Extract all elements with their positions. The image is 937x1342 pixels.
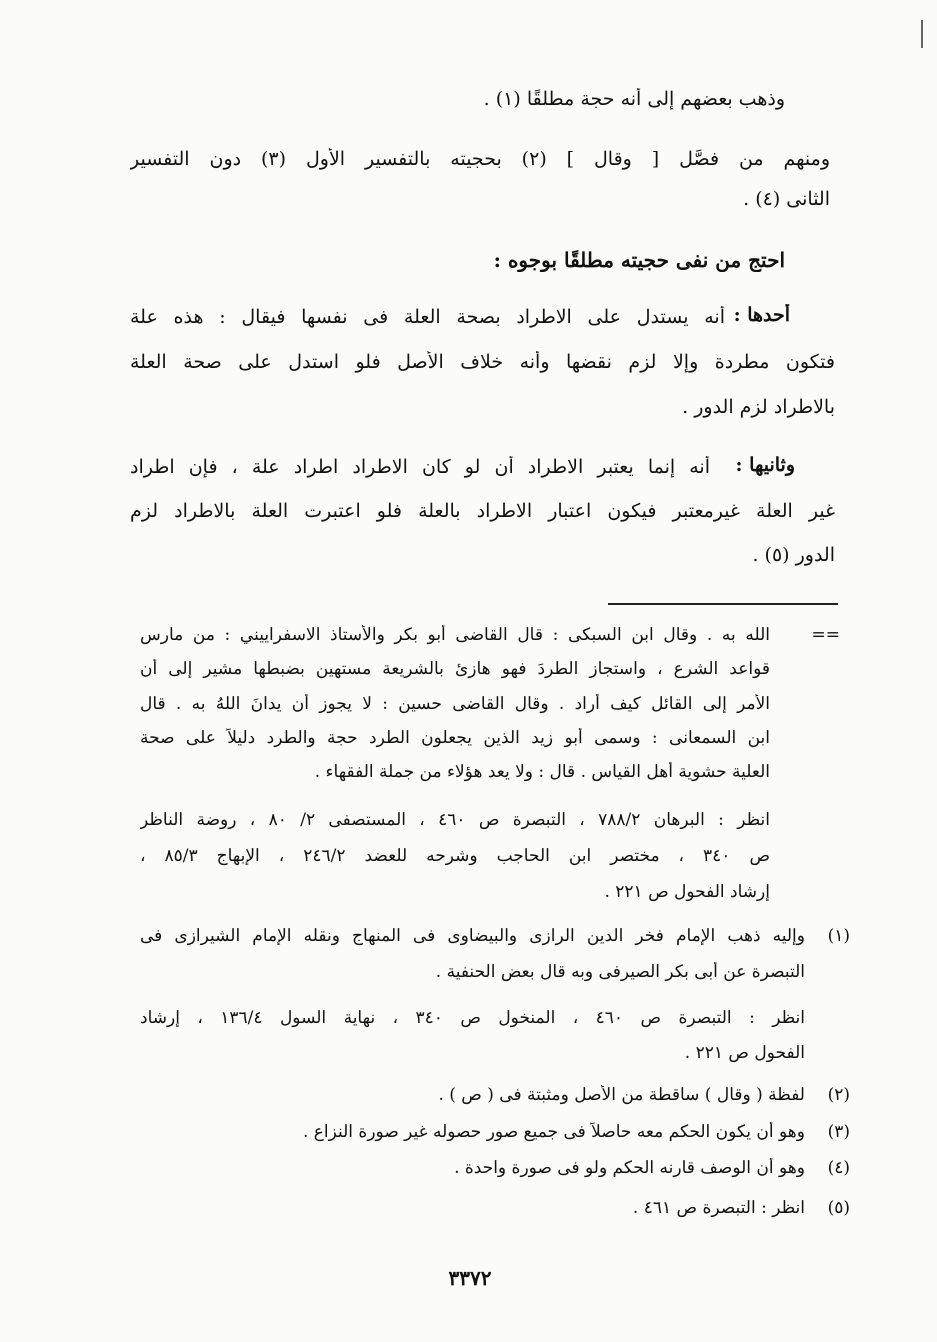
footnote-cont-line-3: الأمر إلى القائل كيف أراد . وقال القاضى حسين : لا يجوز أن يدانَ اللهُ به . قال xyxy=(140,694,770,714)
footnote-4-number: (٤) xyxy=(827,1158,850,1178)
para1-line-2: فتكون مطردة وإلا لزم نقضها وأنه خلاف الأصل فلو استدل على صحة العلة xyxy=(130,351,835,373)
section-heading: احتج من نفى حجيته مطلقًا بوجوه : xyxy=(493,248,785,272)
para2-line-2: غير العلة غيرمعتبر فيكون اعتبار الاطراد بالعلة فلو اعتبرت العلة بالاطراد لزم xyxy=(130,500,835,522)
para1-line-1: أنه يستدل على الاطراد بصحة العلة فى نفسها فيقال : هذه علة xyxy=(130,306,725,328)
footnote-5-number: (٥) xyxy=(827,1198,850,1218)
footnote-cont-line-1: الله به . وقال ابن السبكى : قال القاضى أبو بكر والأستاذ الاسفراييني : من مارس xyxy=(140,625,770,645)
footnote-cont-line-5: العلية حشوية أهل القياس . قال : ولا يعد هؤلاء من جملة الفقهاء . xyxy=(314,762,770,782)
body-line-2: ومنهم من فصَّل [ وقال ] (٢) بحجيته بالتفسير الأول (٣) دون التفسير xyxy=(130,148,830,170)
para2-lead: وثانيها : xyxy=(735,454,795,476)
footnote-4-text: وهو أن الوصف قارنه الحكم ولو فى صورة واحدة . xyxy=(454,1158,805,1178)
footnote-3-number: (٣) xyxy=(827,1122,850,1142)
footnote-1-line-4: الفحول ص ٢٢١ . xyxy=(684,1043,805,1063)
para2-line-1: أنه إنما يعتبر الاطراد أن لو كان الاطراد اطراد علة ، فإن اطراد xyxy=(130,456,710,478)
footnote-3-text: وهو أن يكون الحكم معه حاصلاً فى جميع صور حصوله غير صورة النزاع . xyxy=(302,1122,805,1142)
footnote-cont-line-7: ص ٣٤٠ ، مختصر ابن الحاجب وشرحه للعضد ٢٤٦/٢ ، الإبهاج ٨٥/٣ ، xyxy=(140,846,770,866)
body-line-3: الثانى (٤) . xyxy=(743,188,830,210)
footnote-cont-line-2: قواعد الشرع ، واستجاز الطردَ فهو هازئ بالشريعة مستهين بضبطها مشير إلى أن xyxy=(140,659,770,679)
footnote-cont-line-6: انظر : البرهان ٧٨٨/٢ ، التبصرة ص ٤٦٠ ، المستصفى ٢/ ٨٠ ، روضة الناظر xyxy=(140,810,770,830)
footnote-1-line-2: التبصرة عن أبى بكر الصيرفى وبه قال بعض الحنفية . xyxy=(435,962,805,982)
footnote-cont-line-4: ابن السمعانى : وسمى أبو زيد الذين يجعلون الطرد حجة والطرد دليلاً على صحة xyxy=(140,728,770,748)
footnote-2-number: (٢) xyxy=(827,1085,850,1105)
footnote-5-text: انظر : التبصرة ص ٤٦١ . xyxy=(632,1198,805,1218)
footnote-continuation-mark: == xyxy=(811,625,840,645)
page-number: ٣٣٧٢ xyxy=(448,1266,492,1290)
footnote-cont-line-8: إرشاد الفحول ص ٢٢١ . xyxy=(604,882,770,902)
footnote-1-line-1: وإليه ذهب الإمام فخر الدين الرازى والبيضاوى فى المنهاج ونقله الإمام الشيرازى فى xyxy=(140,926,805,946)
footnote-separator xyxy=(608,603,838,605)
para1-line-3: بالاطراد لزم الدور . xyxy=(682,396,835,418)
footnote-1-number: (١) xyxy=(827,926,850,946)
footnote-1-line-3: انظر : التبصرة ص ٤٦٠ ، المنخول ص ٣٤٠ ، نهاية السول ١٣٦/٤ ، إرشاد xyxy=(140,1008,805,1028)
body-line-1: وذهب بعضهم إلى أنه حجة مطلقًا (١) . xyxy=(483,88,785,110)
para2-line-3: الدور (٥) . xyxy=(752,544,835,566)
margin-mark xyxy=(921,20,923,48)
para1-lead: أحدها : xyxy=(733,304,790,326)
footnote-2-text: لفظة ( وقال ) ساقطة من الأصل ومثبتة فى ( ص ) . xyxy=(438,1085,805,1105)
